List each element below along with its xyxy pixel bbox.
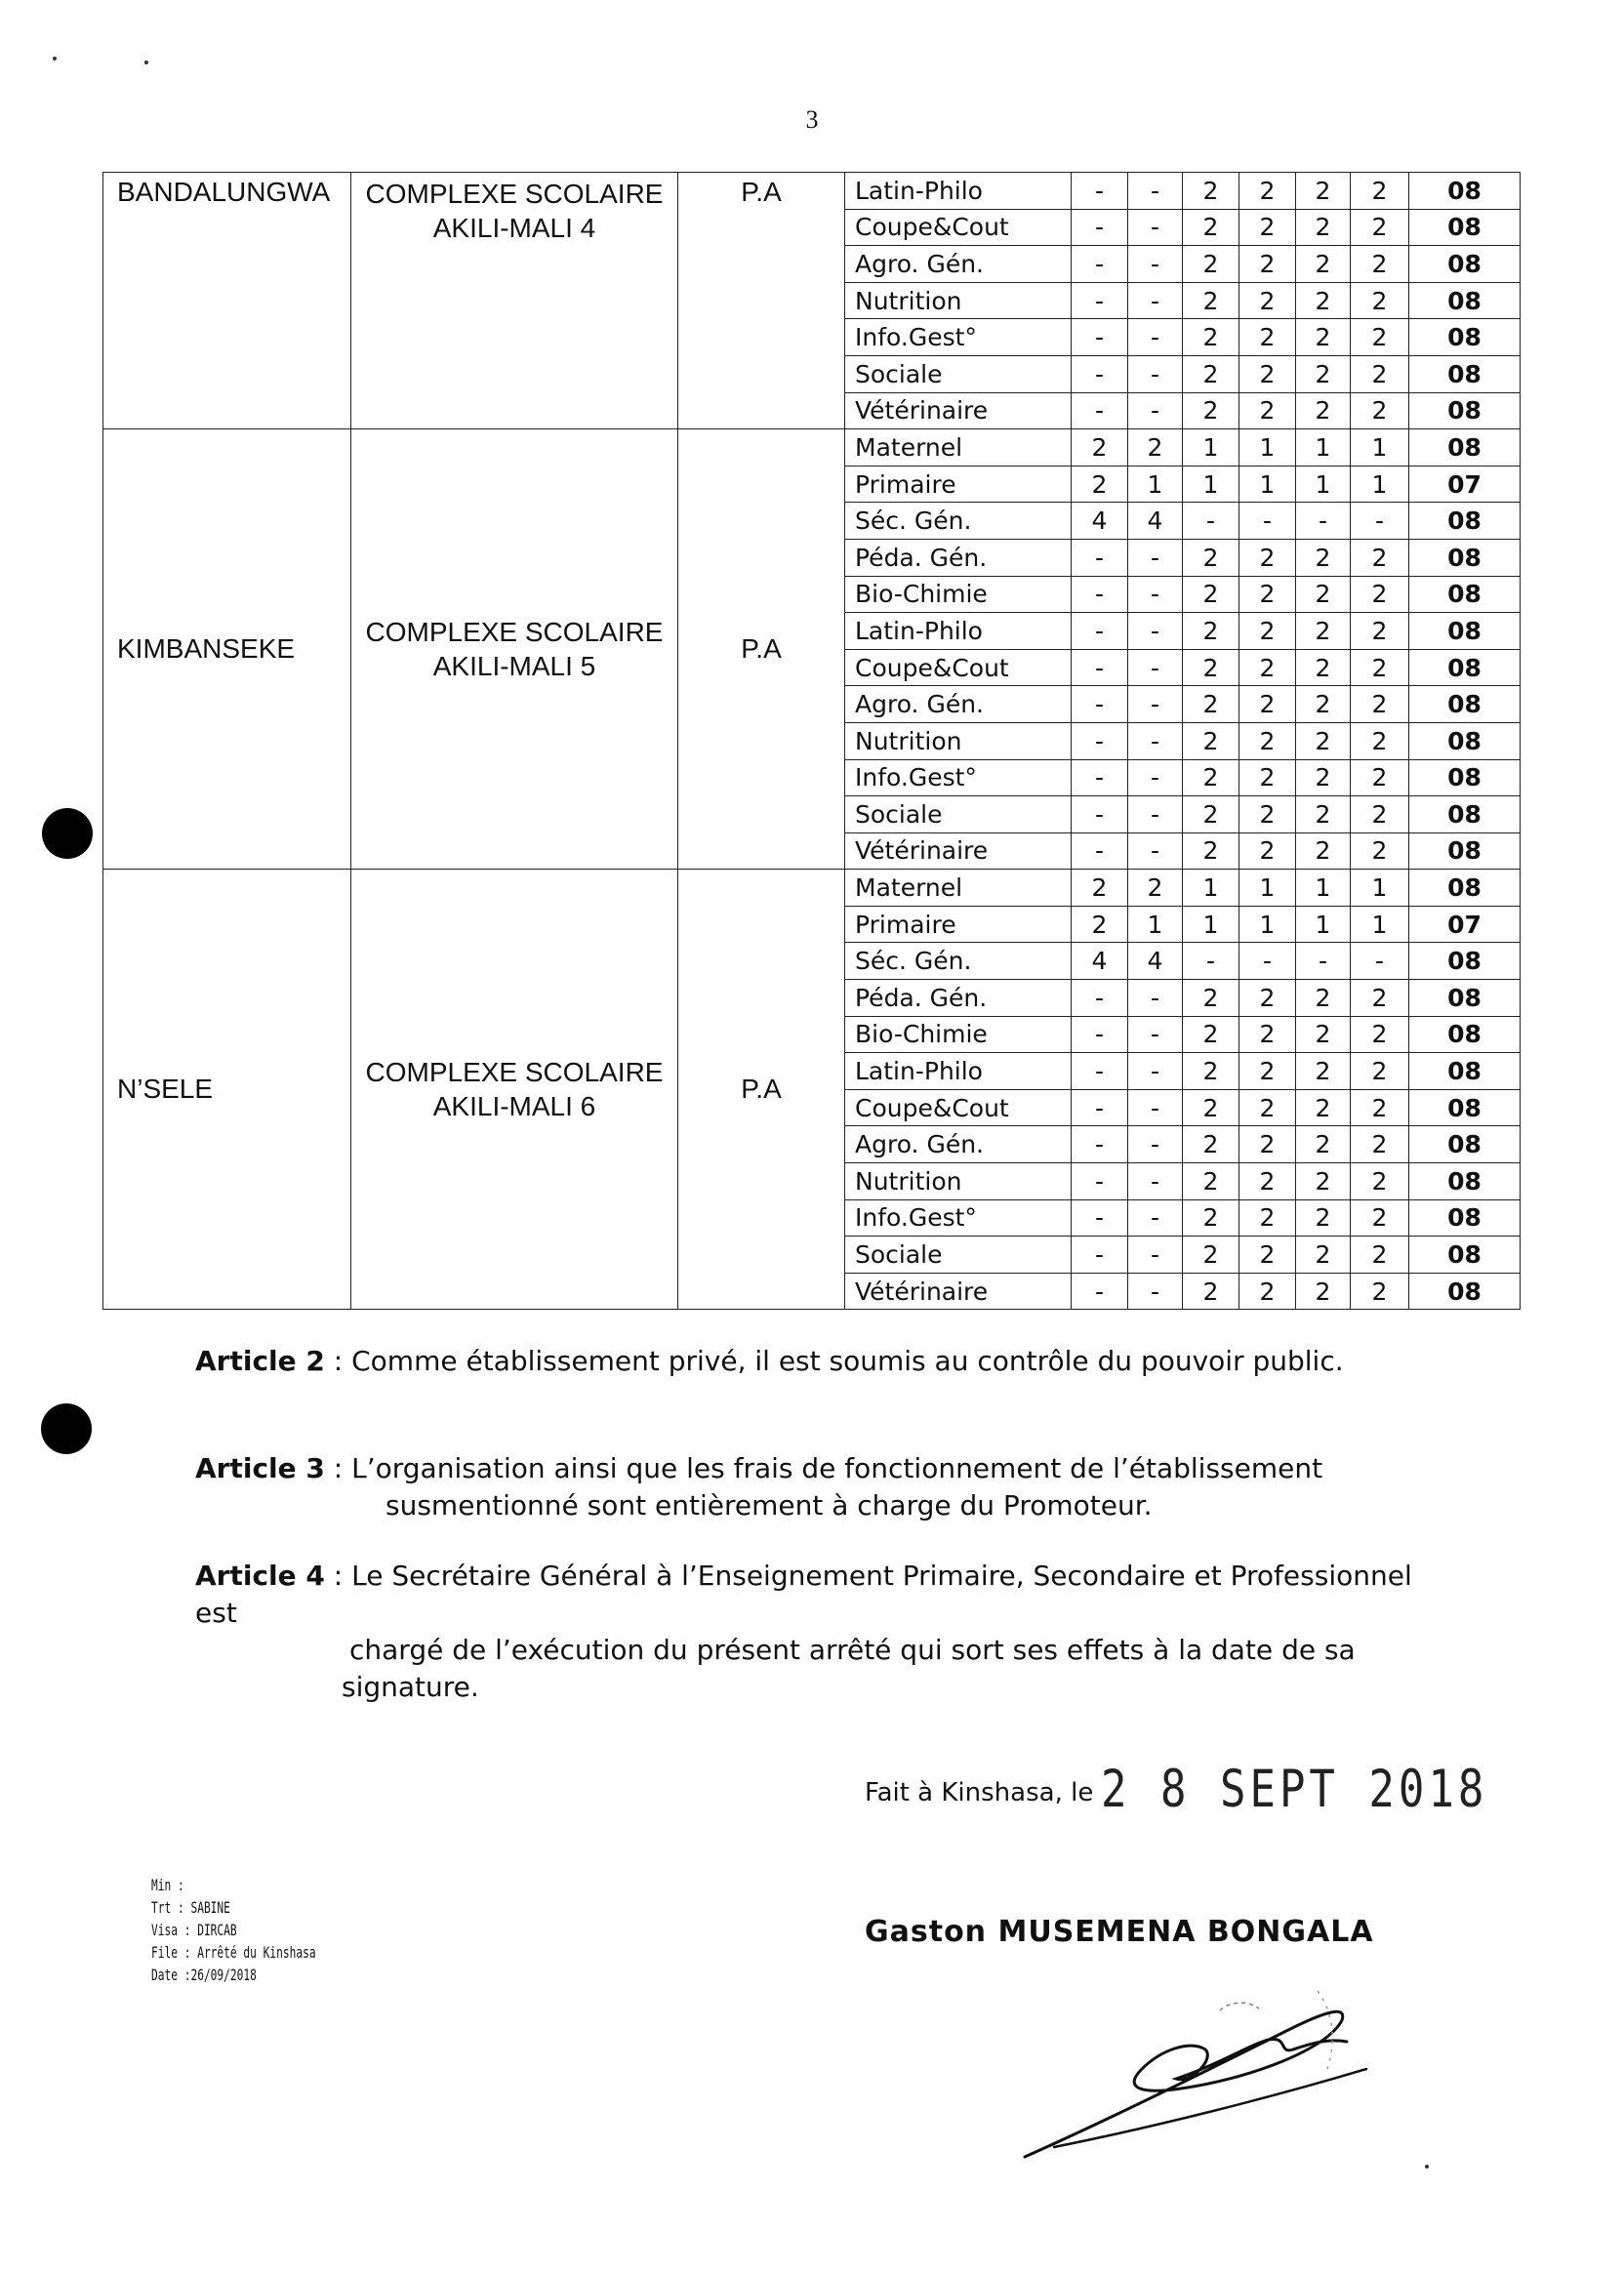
class-count-cell: - [1296, 503, 1351, 540]
class-count-cell: 2 [1183, 576, 1239, 613]
class-count-cell: - [1072, 796, 1128, 833]
class-count-cell: 2 [1239, 832, 1296, 870]
option-cell: Séc. Gén. [845, 943, 1072, 980]
class-count-cell: 4 [1072, 943, 1128, 980]
class-count-cell: 1 [1128, 906, 1183, 943]
class-count-cell: 2 [1296, 1163, 1351, 1200]
class-count-cell: 2 [1183, 355, 1239, 392]
option-cell: Latin-Philo [845, 1053, 1072, 1090]
class-count-cell: 2 [1296, 1237, 1351, 1274]
class-count-cell: 2 [1239, 1089, 1296, 1126]
class-count-cell: 2 [1351, 173, 1409, 210]
class-count-cell: 2 [1296, 392, 1351, 429]
class-count-cell: 1 [1351, 906, 1409, 943]
class-count-cell: 2 [1183, 392, 1239, 429]
class-count-cell: 2 [1183, 1237, 1239, 1274]
class-count-cell: - [1128, 759, 1183, 796]
table-row [103, 429, 1521, 467]
class-count-cell: 4 [1128, 503, 1183, 540]
article-2-label: Article 2 [195, 1345, 325, 1377]
class-count-cell: - [1351, 943, 1409, 980]
class-count-cell: 1 [1128, 466, 1183, 503]
schools-table [102, 172, 1521, 1310]
total-cell: 08 [1409, 649, 1521, 686]
total-cell: 08 [1409, 429, 1521, 467]
class-count-cell: - [1128, 1126, 1183, 1163]
class-count-cell: 2 [1183, 980, 1239, 1017]
total-cell: 08 [1409, 722, 1521, 759]
class-count-cell: 1 [1351, 870, 1409, 907]
article-3-text-line2: susmentionné sont entièrement à charge du Promoteur. [386, 1489, 1153, 1521]
class-count-cell: 2 [1128, 870, 1183, 907]
class-count-cell: - [1072, 1163, 1128, 1200]
total-cell: 08 [1409, 576, 1521, 613]
class-count-cell: 4 [1128, 943, 1183, 980]
regime-cell: P.A [678, 429, 845, 870]
class-count-cell: - [1128, 1273, 1183, 1310]
class-count-cell: 2 [1296, 832, 1351, 870]
class-count-cell: 2 [1351, 1163, 1409, 1200]
place-date-label: Fait à Kinshasa, le [865, 1778, 1094, 1807]
school-cell [351, 173, 678, 429]
class-count-cell: 2 [1239, 246, 1296, 283]
commune-cell: BANDALUNGWA [103, 173, 351, 429]
class-count-cell: 1 [1351, 429, 1409, 467]
article-4-text-line1: Le Secrétaire Général à l’Enseignement Primaire, Secondaire et Professionnel est [195, 1560, 1412, 1629]
class-count-cell: - [1072, 173, 1128, 210]
class-count-cell: 2 [1239, 1163, 1296, 1200]
class-count-cell: - [1128, 1163, 1183, 1200]
class-count-cell: 2 [1351, 832, 1409, 870]
class-count-cell: - [1072, 319, 1128, 356]
total-cell: 08 [1409, 392, 1521, 429]
class-count-cell: - [1128, 319, 1183, 356]
commune-cell: N’SELE [103, 870, 351, 1310]
option-cell: Maternel [845, 870, 1072, 907]
class-count-cell: - [1128, 686, 1183, 723]
class-count-cell: - [1128, 722, 1183, 759]
option-cell: Maternel [845, 429, 1072, 467]
total-cell: 08 [1409, 355, 1521, 392]
total-cell: 08 [1409, 943, 1521, 980]
article-2-colon: : [324, 1345, 352, 1377]
total-cell: 07 [1409, 906, 1521, 943]
total-cell: 07 [1409, 466, 1521, 503]
option-cell: Coupe&Cout [845, 1089, 1072, 1126]
scan-speck [144, 61, 148, 64]
ref-trt: Trt : SABINE [151, 1898, 230, 1917]
scan-speck [1425, 2165, 1429, 2169]
class-count-cell: 2 [1183, 1053, 1239, 1090]
class-count-cell: 2 [1296, 282, 1351, 319]
class-count-cell: 1 [1296, 906, 1351, 943]
total-cell: 08 [1409, 1053, 1521, 1090]
class-count-cell: 2 [1239, 209, 1296, 246]
class-count-cell: 2 [1351, 722, 1409, 759]
ref-min: Min : [151, 1876, 184, 1894]
class-count-cell: 2 [1296, 1126, 1351, 1163]
school-cell [351, 870, 678, 1310]
school-name-line: AKILI-MALI 6 [432, 1091, 596, 1122]
class-count-cell: 2 [1183, 246, 1239, 283]
punch-hole-upper [42, 808, 93, 859]
option-cell: Primaire [845, 906, 1072, 943]
total-cell: 08 [1409, 686, 1521, 723]
class-count-cell: - [1072, 355, 1128, 392]
article-3-label: Article 3 [195, 1452, 325, 1484]
total-cell: 08 [1409, 1199, 1521, 1237]
class-count-cell: 2 [1351, 1053, 1409, 1090]
class-count-cell: - [1128, 282, 1183, 319]
total-cell: 08 [1409, 613, 1521, 650]
class-count-cell: - [1239, 943, 1296, 980]
school-cell [351, 429, 678, 870]
scan-speck [53, 57, 57, 61]
option-cell: Info.Gest° [845, 1199, 1072, 1237]
total-cell: 08 [1409, 1237, 1521, 1274]
total-cell: 08 [1409, 1273, 1521, 1310]
class-count-cell: 2 [1183, 1016, 1239, 1053]
class-count-cell: - [1128, 576, 1183, 613]
class-count-cell: 1 [1296, 466, 1351, 503]
class-count-cell: 1 [1183, 906, 1239, 943]
school-name-line: AKILI-MALI 5 [432, 651, 596, 682]
class-count-cell: 2 [1296, 1199, 1351, 1237]
option-cell: Info.Gest° [845, 759, 1072, 796]
option-cell: Agro. Gén. [845, 1126, 1072, 1163]
class-count-cell: 2 [1183, 759, 1239, 796]
option-cell: Info.Gest° [845, 319, 1072, 356]
class-count-cell: 1 [1296, 870, 1351, 907]
option-cell: Nutrition [845, 1163, 1072, 1200]
total-cell: 08 [1409, 980, 1521, 1017]
option-cell: Latin-Philo [845, 173, 1072, 210]
class-count-cell: 2 [1296, 613, 1351, 650]
class-count-cell: 2 [1239, 319, 1296, 356]
table-row [103, 870, 1521, 907]
class-count-cell: 2 [1351, 1016, 1409, 1053]
class-count-cell: 2 [1296, 1089, 1351, 1126]
class-count-cell: - [1072, 576, 1128, 613]
class-count-cell: - [1072, 686, 1128, 723]
class-count-cell: 2 [1183, 1199, 1239, 1237]
article-4-label: Article 4 [195, 1560, 325, 1592]
regime-cell: P.A [678, 173, 845, 429]
class-count-cell: - [1128, 832, 1183, 870]
option-cell: Nutrition [845, 722, 1072, 759]
class-count-cell: - [1072, 1237, 1128, 1274]
class-count-cell: - [1072, 1053, 1128, 1090]
class-count-cell: 2 [1183, 209, 1239, 246]
total-cell: 08 [1409, 246, 1521, 283]
class-count-cell: 2 [1351, 282, 1409, 319]
class-count-cell: 2 [1072, 429, 1128, 467]
class-count-cell: 2 [1239, 1126, 1296, 1163]
class-count-cell: 2 [1296, 796, 1351, 833]
class-count-cell: 1 [1239, 870, 1296, 907]
total-cell: 08 [1409, 1016, 1521, 1053]
article-3-text-line1: L’organisation ainsi que les frais de fonctionnement de l’établissement [351, 1452, 1323, 1484]
class-count-cell: 2 [1351, 759, 1409, 796]
class-count-cell: 1 [1239, 906, 1296, 943]
class-count-cell: 2 [1296, 1273, 1351, 1310]
class-count-cell: - [1128, 1016, 1183, 1053]
class-count-cell: 2 [1351, 1126, 1409, 1163]
class-count-cell: - [1072, 1089, 1128, 1126]
class-count-cell: - [1128, 980, 1183, 1017]
class-count-cell: - [1128, 173, 1183, 210]
ref-file: File : Arrêté du Kinshasa [151, 1943, 316, 1962]
class-count-cell: 2 [1239, 1016, 1296, 1053]
class-count-cell: 2 [1239, 686, 1296, 723]
class-count-cell: - [1072, 980, 1128, 1017]
class-count-cell: 2 [1351, 686, 1409, 723]
class-count-cell: 2 [1296, 759, 1351, 796]
signatory-name: Gaston MUSEMENA BONGALA [865, 1915, 1374, 1949]
option-cell: Coupe&Cout [845, 209, 1072, 246]
class-count-cell: - [1128, 392, 1183, 429]
class-count-cell: 2 [1351, 1273, 1409, 1310]
total-cell: 08 [1409, 796, 1521, 833]
total-cell: 08 [1409, 503, 1521, 540]
class-count-cell: 2 [1183, 1163, 1239, 1200]
class-count-cell: - [1072, 209, 1128, 246]
class-count-cell: 2 [1183, 1273, 1239, 1310]
total-cell: 08 [1409, 209, 1521, 246]
article-4 [195, 1558, 1435, 1706]
class-count-cell: - [1239, 503, 1296, 540]
class-count-cell: - [1183, 503, 1239, 540]
date-stamp: 2 8 SEPT 2018 [1101, 1759, 1488, 1820]
class-count-cell: - [1072, 832, 1128, 870]
total-cell: 08 [1409, 1163, 1521, 1200]
class-count-cell: 2 [1351, 209, 1409, 246]
option-cell: Péda. Gén. [845, 539, 1072, 576]
option-cell: Séc. Gén. [845, 503, 1072, 540]
class-count-cell: 2 [1296, 1016, 1351, 1053]
class-count-cell: 2 [1183, 613, 1239, 650]
class-count-cell: 2 [1296, 686, 1351, 723]
class-count-cell: 2 [1239, 613, 1296, 650]
option-cell: Agro. Gén. [845, 246, 1072, 283]
class-count-cell: 2 [1239, 722, 1296, 759]
class-count-cell: 1 [1183, 870, 1239, 907]
class-count-cell: - [1072, 649, 1128, 686]
class-count-cell: - [1072, 613, 1128, 650]
class-count-cell: 2 [1239, 759, 1296, 796]
article-4-text-line3: signature. [342, 1671, 479, 1703]
class-count-cell: 2 [1296, 539, 1351, 576]
class-count-cell: 2 [1296, 355, 1351, 392]
school-name-line: AKILI-MALI 4 [432, 213, 596, 243]
class-count-cell: - [1183, 943, 1239, 980]
class-count-cell: 2 [1296, 246, 1351, 283]
class-count-cell: - [1072, 1273, 1128, 1310]
ref-date: Date :26/09/2018 [151, 1966, 257, 1984]
class-count-cell: 2 [1072, 466, 1128, 503]
class-count-cell: 2 [1183, 722, 1239, 759]
class-count-cell: 2 [1183, 796, 1239, 833]
class-count-cell: 1 [1183, 429, 1239, 467]
total-cell: 08 [1409, 319, 1521, 356]
article-4-colon: : [324, 1560, 352, 1592]
class-count-cell: 1 [1296, 429, 1351, 467]
class-count-cell: 2 [1072, 870, 1128, 907]
class-count-cell: 2 [1351, 319, 1409, 356]
total-cell: 08 [1409, 539, 1521, 576]
class-count-cell: - [1128, 649, 1183, 686]
option-cell: Vétérinaire [845, 1273, 1072, 1310]
class-count-cell: 1 [1239, 429, 1296, 467]
reference-block [151, 1874, 316, 1986]
class-count-cell: 2 [1351, 576, 1409, 613]
school-name-line: COMPLEXE SCOLAIRE [365, 1057, 664, 1088]
class-count-cell: - [1072, 392, 1128, 429]
class-count-cell: 2 [1128, 429, 1183, 467]
regime-cell: P.A [678, 870, 845, 1310]
class-count-cell: - [1072, 1016, 1128, 1053]
class-count-cell: 2 [1296, 980, 1351, 1017]
class-count-cell: 2 [1239, 980, 1296, 1017]
class-count-cell: - [1072, 722, 1128, 759]
class-count-cell: - [1128, 539, 1183, 576]
class-count-cell: - [1072, 1199, 1128, 1237]
option-cell: Bio-Chimie [845, 576, 1072, 613]
class-count-cell: 2 [1183, 282, 1239, 319]
class-count-cell: - [1072, 539, 1128, 576]
class-count-cell: - [1128, 246, 1183, 283]
punch-hole-lower [41, 1403, 92, 1454]
class-count-cell: 2 [1239, 173, 1296, 210]
class-count-cell: 2 [1183, 539, 1239, 576]
option-cell: Bio-Chimie [845, 1016, 1072, 1053]
class-count-cell: 2 [1351, 649, 1409, 686]
class-count-cell: 2 [1183, 1089, 1239, 1126]
total-cell: 08 [1409, 759, 1521, 796]
total-cell: 08 [1409, 282, 1521, 319]
school-name-line: COMPLEXE SCOLAIRE [365, 179, 664, 209]
table-row [103, 173, 1521, 210]
class-count-cell: - [1072, 282, 1128, 319]
class-count-cell: 2 [1296, 319, 1351, 356]
school-name-line: COMPLEXE SCOLAIRE [365, 617, 664, 648]
class-count-cell: 2 [1183, 686, 1239, 723]
handwritten-signature [995, 1952, 1405, 2186]
class-count-cell: 2 [1239, 1053, 1296, 1090]
class-count-cell: 4 [1072, 503, 1128, 540]
class-count-cell: 1 [1183, 466, 1239, 503]
class-count-cell: 1 [1239, 466, 1296, 503]
class-count-cell: - [1351, 503, 1409, 540]
class-count-cell: - [1128, 796, 1183, 833]
option-cell: Latin-Philo [845, 613, 1072, 650]
class-count-cell: - [1128, 1199, 1183, 1237]
commune-cell: KIMBANSEKE [103, 429, 351, 870]
class-count-cell: - [1128, 1237, 1183, 1274]
class-count-cell: - [1072, 246, 1128, 283]
class-count-cell: 2 [1351, 613, 1409, 650]
class-count-cell: 2 [1239, 1237, 1296, 1274]
class-count-cell: - [1072, 1126, 1128, 1163]
option-cell: Agro. Gén. [845, 686, 1072, 723]
class-count-cell: 2 [1296, 1053, 1351, 1090]
page-number: 3 [805, 105, 819, 134]
class-count-cell: 2 [1296, 173, 1351, 210]
class-count-cell: 2 [1239, 539, 1296, 576]
class-count-cell: 2 [1183, 173, 1239, 210]
class-count-cell: 2 [1239, 355, 1296, 392]
class-count-cell: 2 [1351, 980, 1409, 1017]
total-cell: 08 [1409, 1126, 1521, 1163]
class-count-cell: 2 [1183, 319, 1239, 356]
class-count-cell: 2 [1183, 832, 1239, 870]
option-cell: Vétérinaire [845, 832, 1072, 870]
total-cell: 08 [1409, 173, 1521, 210]
class-count-cell: 2 [1351, 796, 1409, 833]
class-count-cell: 2 [1239, 1199, 1296, 1237]
article-4-text-line2: chargé de l’exécution du présent arrêté qui sort ses effets à la date de sa [349, 1634, 1356, 1666]
class-count-cell: 2 [1239, 649, 1296, 686]
article-2 [195, 1343, 1435, 1380]
class-count-cell: 2 [1239, 796, 1296, 833]
class-count-cell: 2 [1351, 246, 1409, 283]
class-count-cell: 1 [1351, 466, 1409, 503]
option-cell: Péda. Gén. [845, 980, 1072, 1017]
ref-visa: Visa : DIRCAB [151, 1921, 237, 1939]
class-count-cell: - [1296, 943, 1351, 980]
class-count-cell: - [1072, 759, 1128, 796]
class-count-cell: 2 [1239, 576, 1296, 613]
option-cell: Sociale [845, 1237, 1072, 1274]
class-count-cell: 2 [1239, 1273, 1296, 1310]
class-count-cell: - [1128, 355, 1183, 392]
option-cell: Sociale [845, 796, 1072, 833]
class-count-cell: 2 [1239, 282, 1296, 319]
article-2-text: Comme établissement privé, il est soumis au contrôle du pouvoir public. [351, 1345, 1344, 1377]
class-count-cell: 2 [1183, 649, 1239, 686]
class-count-cell: 2 [1296, 649, 1351, 686]
total-cell: 08 [1409, 832, 1521, 870]
class-count-cell: 2 [1351, 1199, 1409, 1237]
class-count-cell: - [1128, 209, 1183, 246]
class-count-cell: 2 [1351, 1089, 1409, 1126]
option-cell: Sociale [845, 355, 1072, 392]
total-cell: 08 [1409, 1089, 1521, 1126]
class-count-cell: 2 [1351, 392, 1409, 429]
total-cell: 08 [1409, 870, 1521, 907]
article-3 [195, 1450, 1435, 1524]
class-count-cell: - [1128, 1089, 1183, 1126]
class-count-cell: 2 [1296, 209, 1351, 246]
option-cell: Nutrition [845, 282, 1072, 319]
class-count-cell: 2 [1296, 722, 1351, 759]
article-3-colon: : [324, 1452, 352, 1484]
class-count-cell: 2 [1239, 392, 1296, 429]
option-cell: Coupe&Cout [845, 649, 1072, 686]
option-cell: Primaire [845, 466, 1072, 503]
class-count-cell: - [1128, 1053, 1183, 1090]
class-count-cell: 2 [1183, 1126, 1239, 1163]
class-count-cell: 2 [1296, 576, 1351, 613]
class-count-cell: 2 [1351, 1237, 1409, 1274]
option-cell: Vétérinaire [845, 392, 1072, 429]
class-count-cell: 2 [1351, 355, 1409, 392]
class-count-cell: 2 [1072, 906, 1128, 943]
class-count-cell: - [1128, 613, 1183, 650]
class-count-cell: 2 [1351, 539, 1409, 576]
